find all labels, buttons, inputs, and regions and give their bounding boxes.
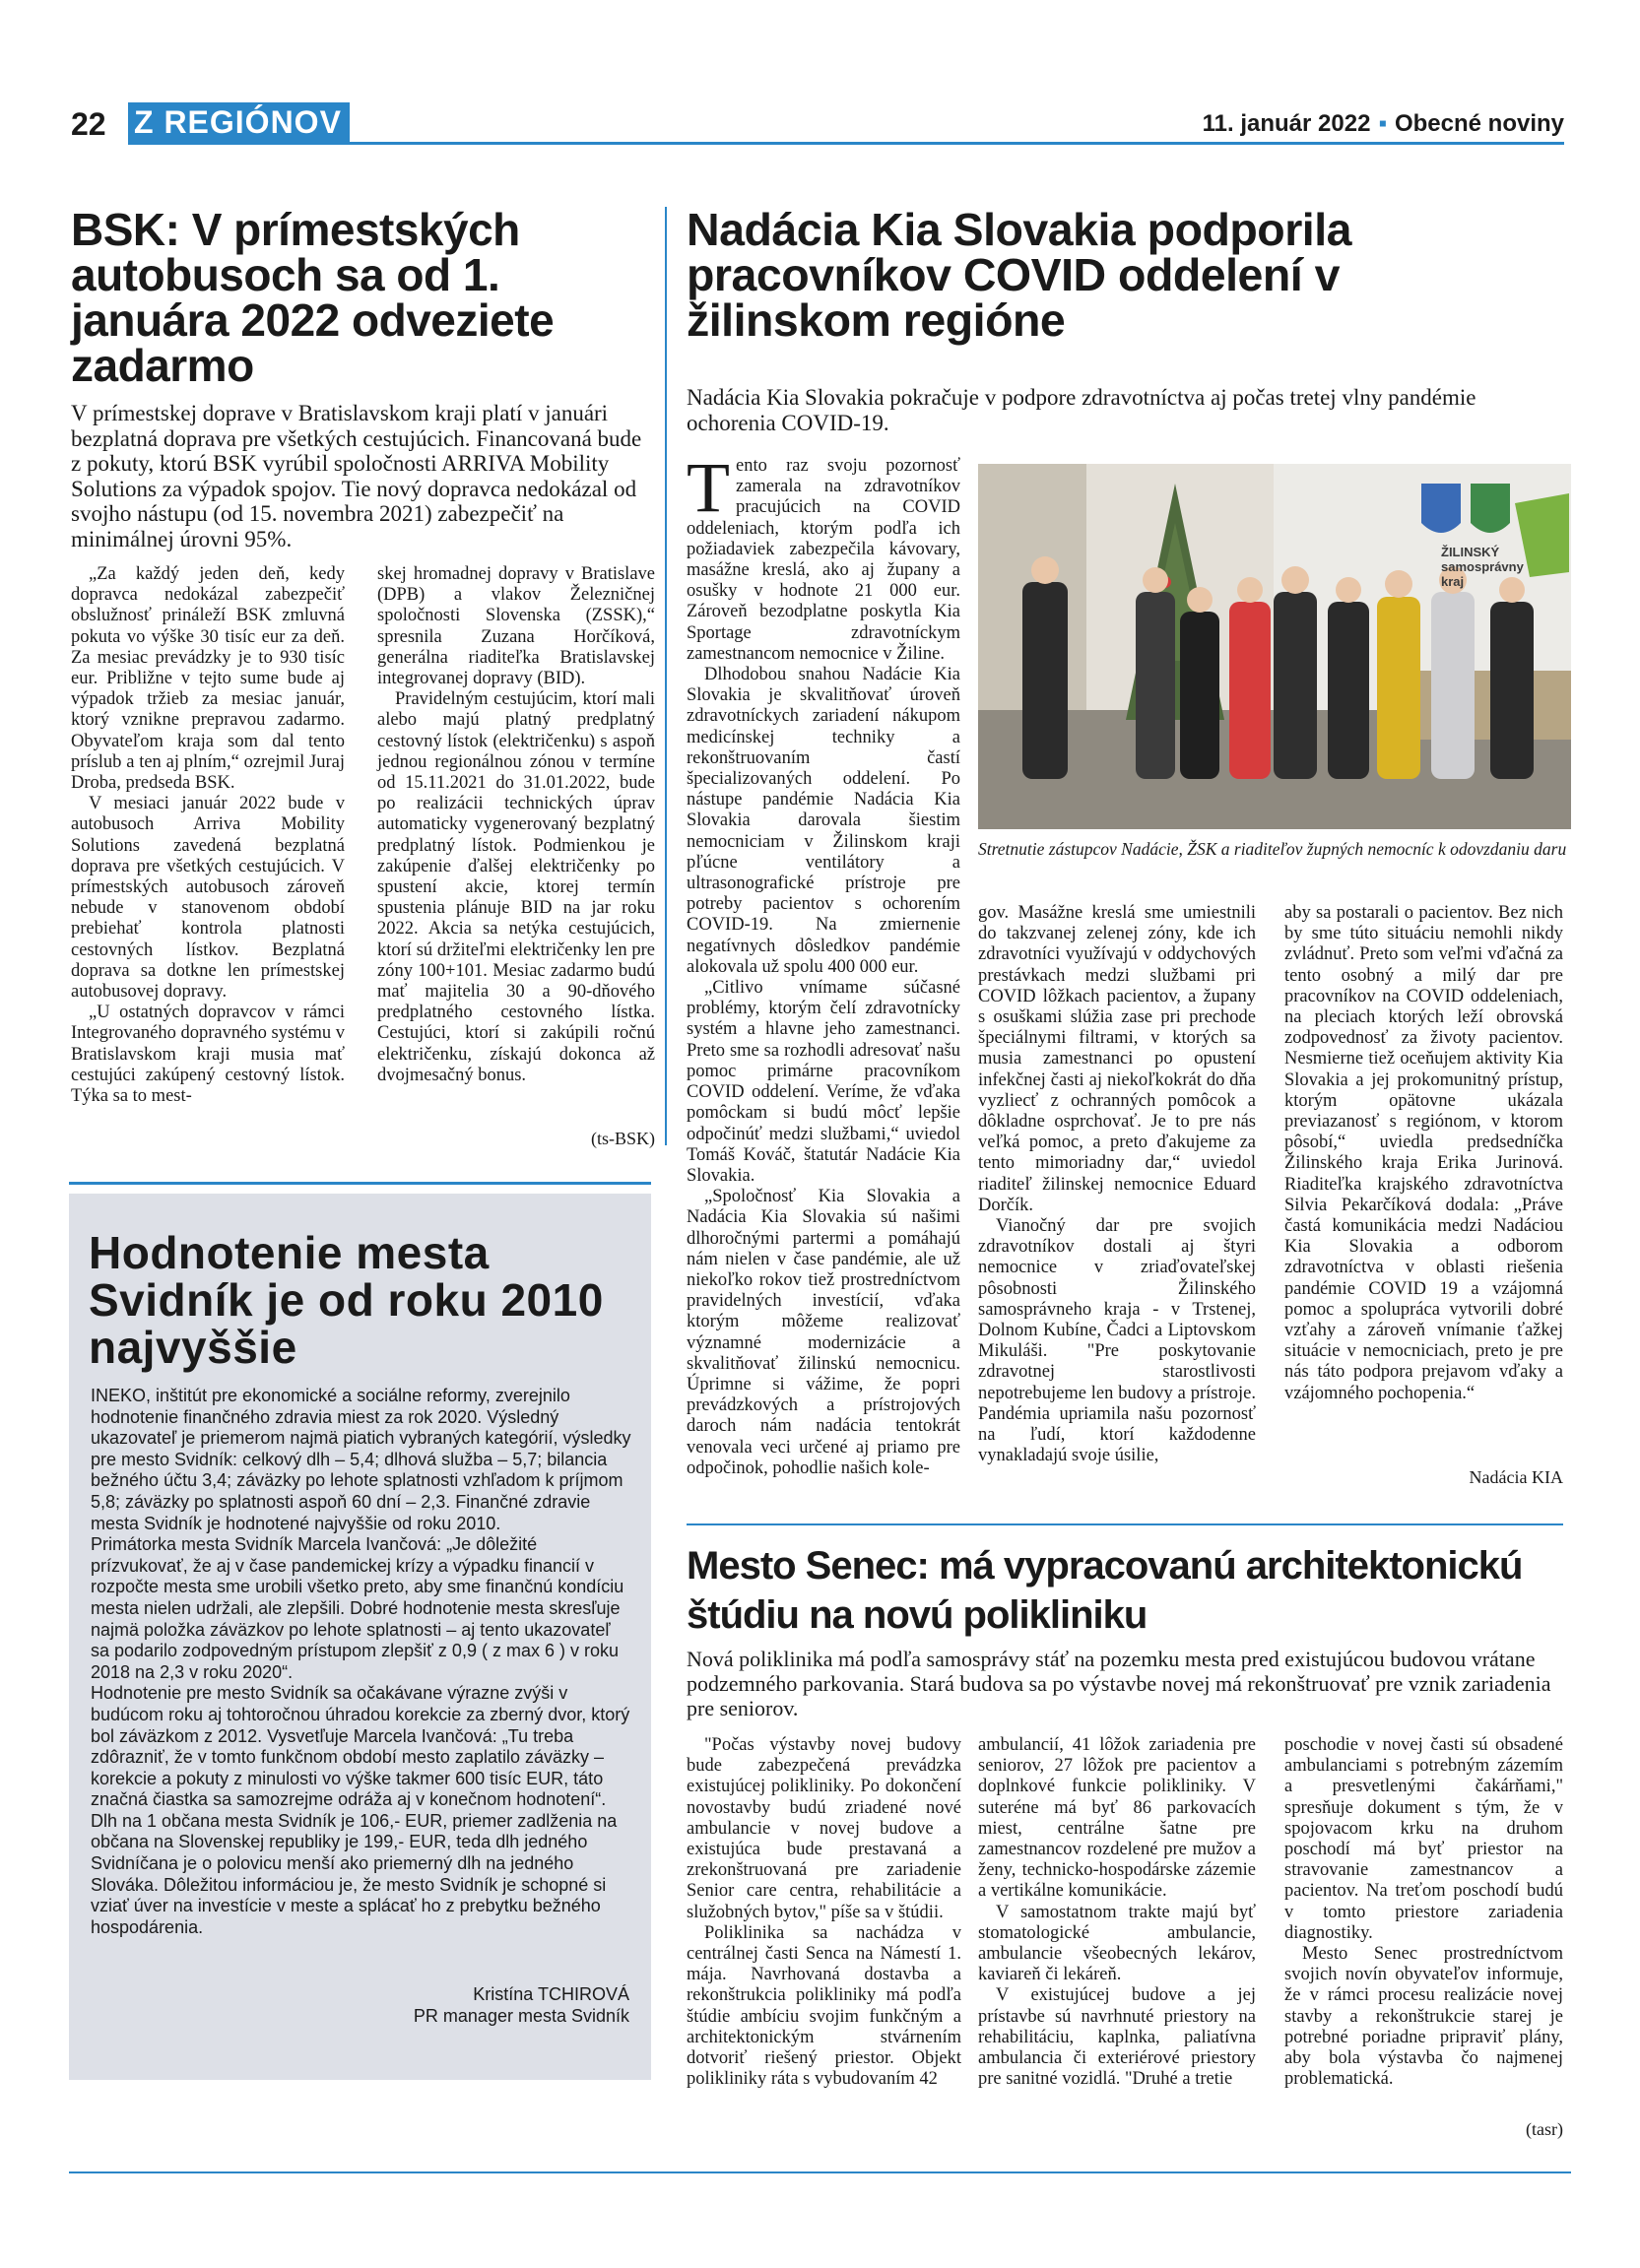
- paragraph: Mesto Senec prostredníctvom svojich novín obyvateľov informuje, že v rámci procesu realizácie novej stavby a rekonštrukcie starej je potrebné poriadne pripraviť plány, aby bola výstavba čo najmenej problematická.: [1284, 1944, 1563, 2090]
- bsk-column-1: [71, 564, 345, 1107]
- paragraph: V mesiaci január 2022 bude v autobusoch Arriva Mobility Solutions zavedená bezplatná doprava pre všetkých cestujúcich. V prímestských autobusoch zároveň nebude v stanovenom období prebiehať kontrola platnosti cestovných lístkov. Bezplatná doprava sa dotkne len prímestskej autobusovej dopravy.: [71, 794, 345, 1003]
- paragraph: „U ostatných dopravcov v rámci Integrovaného dopravného systému v Bratislavskom kraji musia mať cestujúci zakúpený cestovný lístok. Týka sa to mest-: [71, 1003, 345, 1107]
- paragraph: V samostatnom trakte majú byť stomatologické ambulancie, ambulancie všeobecných lekárov, kaviareň či lekáreň.: [978, 1902, 1256, 1985]
- bsk-column-2: [377, 564, 655, 1086]
- senec-top-rule: [687, 1523, 1563, 1525]
- paragraph: skej hromadnej dopravy v Bratislave (DPB) a vlakov Železničnej spoločnosti Slovenska (ZSSK),“ spresnila Zuzana Horčíková, generálna riaditeľka Bratislavskej integrovanej dopravy (BID).: [377, 564, 655, 689]
- kia-column-2: [978, 903, 1256, 1466]
- paragraph: "Počas výstavby novej budovy bude zabezpečená prevádzka existujúcej polikliniky. Po dokončení novostavby budú zriadené nové ambulancie v novej budove a existujúca bude prestavaná a zrekonštruovaná pre zariadenie Senior care centra, rehabilitácie a služobných bytov," píše sa v štúdii.: [687, 1735, 961, 1922]
- paragraph-text: ento raz svoju pozornosť zamerala na zdravotníkov pracujúcich na COVID oddeleniach, ktorým podľa ich požiadaviek zabezpečila kávovary, masážne kreslá, ako aj župany a osušky v hodnote 21 000 eur. Zároveň bezodplatne poskytla Kia Sportage zdravotníckym zamestnancom nemocnice v Žiline.: [687, 456, 960, 664]
- svidnik-top-rule: [69, 1182, 651, 1185]
- section-tag: Z REGIÓNOV: [128, 102, 350, 142]
- separator-dot: ▪: [1378, 110, 1387, 137]
- author-role: PR manager mesta Svidník: [413, 2006, 629, 2026]
- paragraph: gov. Masážne kreslá sme umiestnili do takzvanej zelenej zóny, kde ich zdravotníci využívajú v oddychových prestávkach medzi službami pri COVID lôžkach pacientov, a župany s osuškami slúžia zase pri prechode špeciálnymi filtrami, v ktorých sa musia zamestnanci po opustení infekčnej časti aj niekoľkokrát do dňa vyzliecť z ochranných pomôcok a dôkladne osprchovať. Je to pre nás veľká pomoc, a preto ďakujeme za tento mimoriadny dar,“ uviedol riaditeľ žilinskej nemocnice Eduard Dorčík.: [978, 903, 1256, 1215]
- paragraph: Vianočný dar pre svojich zdravotníkov dostali aj štyri nemocnice v zriaďovateľskej pôsobnosti Žilinského samosprávneho kraja - v Trstenej, Dolnom Kubíne, Čadci a Liptovskom Mikuláši. "Pre poskytovanie zdravotnej starostlivosti nepotrebujeme len budovy a prístroje. Pandémia upriamila našu pozornosť na ľudí, ktorí každodenne vynakladajú svoje úsilie,: [978, 1216, 1256, 1466]
- bsk-lead: V prímestskej doprave v Bratislavskom kraji platí v januári bezplatná doprava pre všetkých cestujúcich. Financovaná bude z pokuty, ktorú BSK vyrúbil spoločnosti ARRIVA Mobility Solutions za výpadok spojov. Tie nový dopravca nedokázal od svojho nástupu (od 15. novembra 2021) zabezpečiť na minimálnej úrovni 95%.: [71, 401, 642, 551]
- svidnik-box: [69, 1194, 651, 2080]
- photo-illustration: [978, 464, 1571, 829]
- issue-line: [1203, 110, 1564, 138]
- paragraph: Dlhodobou snahou Nadácie Kia Slovakia je skvalitňovať úroveň zdravotníckych zariadení nákupom medicínskej techniky a rekonštruovaním častí špecializovaných oddelení. Po nástupe pandémie Nadácia Kia Slovakia darovala šiestim nemocniciam v Žilinskom kraji pľúcne ventilátory a ultrasonografické prístroje pre potreby pacientov s ochorením COVID-19. Na zmiernenie negatívnych dôsledkov pandémie alokovala už spolu 400 000 eur.: [687, 665, 960, 977]
- senec-title: Mesto Senec: má vypracovanú architektonickú štúdiu na novú polikliniku: [687, 1544, 1523, 1637]
- publication-name: Obecné noviny: [1394, 110, 1564, 137]
- paragraph: [687, 448, 960, 665]
- senec-column-1: [687, 1735, 961, 2090]
- paragraph: „Za každý jeden deň, kedy dopravca nedokázal zabezpečiť obslužnosť prináleží BSK zmluvná pokuta vo výške 30 tisíc eur za deň. Za mesiac prevádzky je to 930 tisíc eur. Približne v tejto sume bude aj výpadok tržieb za mesiac január, ktorý vznikne prepravou zadarmo. Obyvateľom kraja som dal tento príslub a ten aj plním,“ ozrejmil Juraj Droba, predseda BSK.: [71, 564, 345, 794]
- senec-column-3: [1284, 1735, 1563, 2090]
- kia-lead: Nadácia Kia Slovakia pokračuje v podpore zdravotníctva aj počas tretej vlny pandémie ochorenia COVID-19.: [687, 385, 1476, 435]
- svidnik-author: [414, 1983, 629, 2027]
- kia-title: Nadácia Kia Slovakia podporila pracovníkov COVID oddelení v žilinskom regióne: [687, 204, 1351, 346]
- paragraph: Poliklinika sa nachádza v centrálnej časti Senca na Námestí 1. mája. Navrhovaná dostavba a rekonštrukcia polikliniky má podľa štúdie ambíciu svojim funkčným a architektonickým stvárnením dotvoriť riešený priestor. Objekt polikliniky ráta s vybudovaním 42: [687, 1922, 961, 2090]
- paragraph: ambulancií, 41 lôžok zariadenia pre seniorov, 27 lôžok pre pacientov a doplnkové funkcie polikliniky. V suteréne má byť 86 parkovacích miest, centrálne šatne pre zamestnancov rozdelené pre mužov a ženy, technicko-hospodárske zázemie a vertikálne komunikácie.: [978, 1735, 1256, 1902]
- senec-signature: (tasr): [1526, 2119, 1563, 2139]
- group-photo: [978, 464, 1571, 829]
- paragraph: INEKO, inštitút pre ekonomické a sociálne reformy, zverejnilo hodnotenie finančného zdravia miest za rok 2020. Výsledný ukazovateľ je priemerom najmä piatich vybraných kategórií, výsledky pre mesto Svidník: celkový dlh – 5,4; dlhová služba – 5,7; bilancia bežného účtu 3,4; záväzky po lehote splatnosti vzhľadom k príjmom 5,8; záväzky po splatnosti aspoň 60 dní – 2,3. Finančné zdravie mesta Svidník je hodnotené najvyššie od roku 2010.: [91, 1386, 631, 1533]
- svidnik-title: Hodnotenie mesta Svidník je od roku 2010 najvyššie: [89, 1227, 604, 1373]
- paragraph: Dlh na 1 občana mesta Svidník je 106,- EUR, priemer zadlženia na občana na Slovenskej republiky je 199,- EUR, teda dlh jedného Svidníčana je o polovicu menší ako priemerný dlh na jedného Slováka. Dôležitou informáciou je, že mesto Svidník je schopné si vziať úver na investície v meste a splácať ho z prebytku bežného hospodárenia.: [91, 1810, 618, 1937]
- paragraph: poschodie v novej časti sú obsadené ambulanciami s potrebným zázemím a presvetlenými čakárňami," spresňuje dokument s tým, že v spojovacom krku na druhom poschodí má byť priestor na stravovanie zamestnancov a pacientov. Na treťom poschodí budú v tomto priestore zariadenia diagnostiky.: [1284, 1735, 1563, 1943]
- photo-sign-text: ŽILINSKÝ samosprávny kraj: [1441, 545, 1524, 589]
- senec-column-2: [978, 1735, 1256, 2090]
- page-number: 22: [71, 106, 106, 142]
- author-name: Kristína TCHIROVÁ: [473, 1984, 629, 2004]
- paragraph: Pravidelným cestujúcim, ktorí mali alebo majú platný predplatný cestovný lístok (električenku) s aspoň jednou regionálnou zónou v termíne od 15.11.2021 do 31.01.2022, bude po realizácii technických úprav automaticky vygenerovaný bezplatný predplatný lístok. Podmienkou je zakúpenie ďalšej električenky po spustení akcie, ktorej termín spustenia plánuje BID na jar roku 2022. Akcia sa netýka cestujúcich, ktorí sú držiteľmi električenky len pre zóny 100+101. Mesiac zadarmo budú mať majitelia 30 a 90-dňového predplatného cestovného lístka. Cestujúci, ktorí si zakúpili ročnú električenku, získajú dokonca až dvojmesačný bonus.: [377, 689, 655, 1085]
- drop-cap: T: [687, 448, 730, 527]
- page-bottom-rule: [69, 2171, 1571, 2173]
- paragraph: „Spoločnosť Kia Slovakia a Nadácia Kia Slovakia sú našimi dlhoročnými partermi a pomáhajú nám nielen v čase pandémie, ale už niekoľko rokov tiež prostredníctvom pravidelných investícií, vďaka ktorým môžeme realizovať významné modernizácie a skvalitňovať žilinskú nemocnicu. Úprimne si vážime, že popri prevádzkových a prístrojových daroch nám nadácia tentokrát venovala veci určené aj priamo pre odpočinok, pohodlie našich kole-: [687, 1187, 960, 1478]
- paragraph: Hodnotenie pre mesto Svidník sa očakávane výrazne zvýši v budúcom roku aj tohtoročnou úhradou korekcie za zberný dvor, ktorý bol záväzkom z 2012. Vysvetľuje Marcela Ivančová: „Tu treba zdôrazniť, že v tomto funkčnom období mesto zaplatilo záväzky – korekcie a pokuty z minulosti vo výške takmer 600 tisíc EUR, táto značná čiastka sa samozrejme odráža aj v konečnom hodnotení“.: [91, 1683, 630, 1810]
- paragraph: V existujúcej budove a jej prístavbe sú navrhnuté priestory na rehabilitáciu, kaplnka, paliatívna ambulancia či exteriérové priestory pre sanitné vozidlá. "Druhé a tretie: [978, 1985, 1256, 2090]
- issue-date: 11. január 2022: [1202, 110, 1371, 137]
- kia-column-3: [1284, 903, 1563, 1404]
- bsk-title: BSK: V prímestských autobusoch sa od 1. januára 2022 odveziete zadarmo: [71, 204, 555, 391]
- paragraph: „Citlivo vnímame súčasné problémy, ktorým čelí zdravotnícky systém a hlavne jeho zamestnanci. Preto sme sa rozhodli adresovať našu pomoc primárne pracovníkom COVID oddelení. Veríme, že vďaka pomôckam si budú môcť lepšie odpočinúť medzi službami,“ uviedol Tomáš Kováč, štatutár Nadácie Kia Slovakia.: [687, 978, 960, 1186]
- header-rule: [128, 142, 1564, 145]
- paragraph: Primátorka mesta Svidník Marcela Ivančová: „Je dôležité prízvukovať, že aj v čase pandemickej krízy a výpadku financií v rozpočte mesta sme urobili všetko preto, aby sme finančnú kondíciu mesta nielen udržali, ale zlepšili. Dobré hodnotenie mesta skresľuje najmä položka záväzkov po lehote splatnosti – aj tento ukazovateľ sa podarilo zodpovedným prístupom zlepšiť z 0,9 ( z max 6 ) v roku 2018 na 2,3 v roku 2020“.: [91, 1534, 624, 1682]
- column-divider: [665, 207, 667, 1145]
- senec-lead: Nová poliklinika má podľa samosprávy stáť na pozemku mesta pred existujúcou budovou vrátane podzemného parkovania. Stará budova sa po výstavbe novej má rekonštruovať pre vznik zariadenia pre seniorov.: [687, 1647, 1551, 1720]
- svidnik-body: [91, 1386, 632, 1938]
- kia-signature: Nadácia KIA: [1469, 1467, 1563, 1487]
- bsk-signature: (ts-BSK): [590, 1129, 655, 1148]
- photo-caption: Stretnutie zástupcov Nadácie, ŽSK a riaditeľov župných nemocníc k odovzdaniu daru: [978, 839, 1567, 859]
- kia-column-1: [687, 448, 960, 1479]
- paragraph: aby sa postarali o pacientov. Bez nich by sme túto situáciu nemohli nikdy zvládnuť. Preto som veľmi vďačná za tento osobný a milý dar pre pracovníkov na COVID oddeleniach, na pleciach ktorých leží obrovská zodpovednosť za životy pacientov. Nesmierne tiež oceňujem aktivity Kia Slovakia a jej prokomunitný prístup, ktorým opätovne ukázala previazanosť s regiónom, v ktorom pôsobí,“ uviedla predsedníčka Žilinského kraja Erika Jurinová. Riaditeľka krajského zdravotníctva Silvia Pekarčíková dodala: „Práve častá komunikácia medzi Nadáciou Kia Slovakia a odborom zdravotníctva v oblasti riešenia pandémie COVID 19 a vzájomná pomoc a spolupráca vytvorili dobré vzťahy a zároveň vnímanie ťažkej situácie v nemocniciach, preto je pre nás táto podpora prejavom vďaky a vzájomného pochopenia.“: [1284, 903, 1563, 1403]
